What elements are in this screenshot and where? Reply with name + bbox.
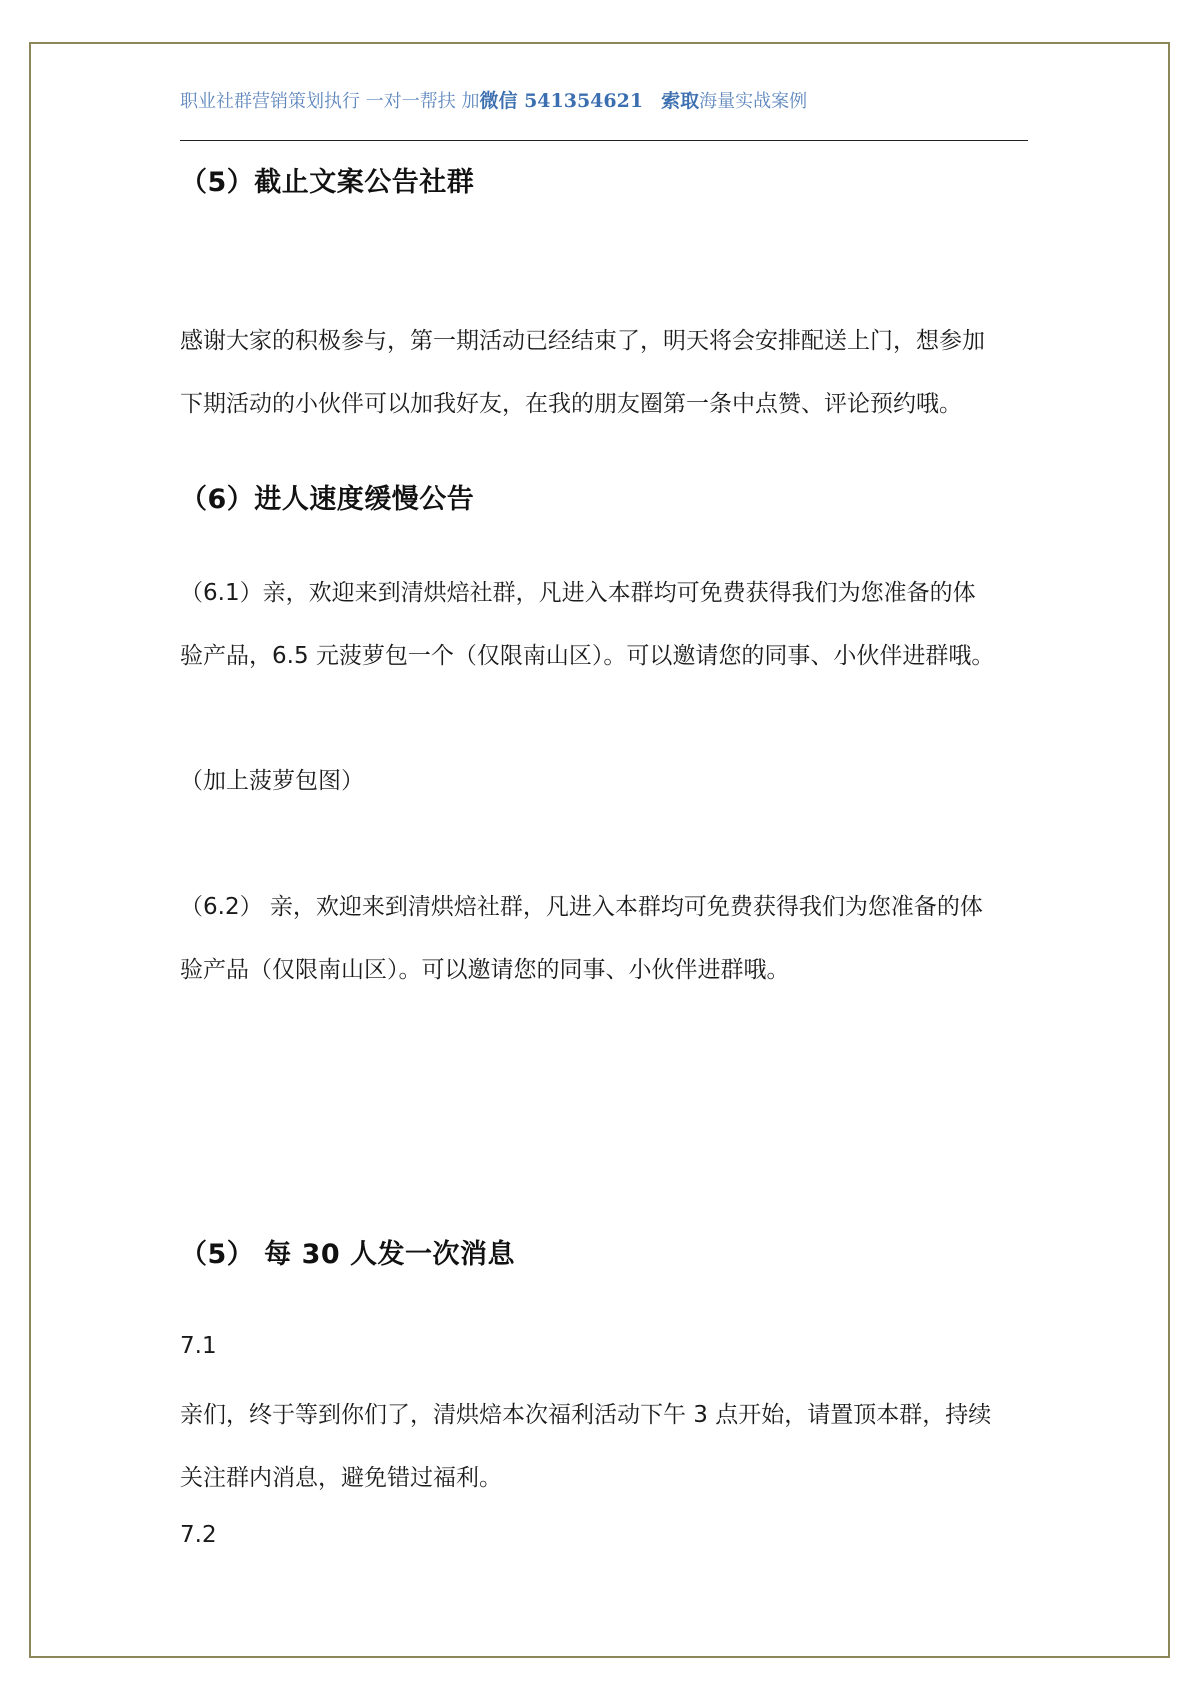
heading-section-5: （5）截止文案公告社群 <box>180 167 475 198</box>
paragraph-6-1-line-1: （6.1）亲，欢迎来到清烘焙社群，凡进入本群均可免费获得我们为您准备的体 <box>180 580 976 606</box>
item-7-1-label: 7.1 <box>180 1333 217 1359</box>
header-wechat-id: 微信 541354621 <box>479 90 644 112</box>
paragraph-5-line-2: 下期活动的小伙伴可以加我好友，在我的朋友圈第一条中点赞、评论预约哦。 <box>180 391 962 417</box>
image-placeholder-note: （加上菠萝包图） <box>180 768 364 794</box>
paragraph-6-2-line-1: （6.2） 亲，欢迎来到清烘焙社群，凡进入本群均可免费获得我们为您准备的体 <box>180 894 983 920</box>
paragraph-7-1-line-1: 亲们，终于等到你们了，清烘焙本次福利活动下午 3 点开始，请置顶本群，持续 <box>180 1402 992 1428</box>
paragraph-6-1-line-2: 验产品，6.5 元菠萝包一个（仅限南山区）。可以邀请您的同事、小伙伴进群哦。 <box>180 643 995 669</box>
header-request-label: 索取 <box>661 90 700 112</box>
item-7-2-label: 7.2 <box>180 1522 217 1548</box>
paragraph-6-2-line-2: 验产品（仅限南山区）。可以邀请您的同事、小伙伴进群哦。 <box>180 957 790 983</box>
heading-section-6: （6）进人速度缓慢公告 <box>180 484 475 515</box>
paragraph-5-line-1: 感谢大家的积极参与，第一期活动已经结束了，明天将会安排配送上门，想参加 <box>180 328 985 354</box>
heading-section-7: （5） 每 30 人发一次消息 <box>180 1239 516 1270</box>
header-text-intro: 职业社群营销策划执行 一对一帮扶 加 <box>180 91 480 112</box>
paragraph-7-1-line-2: 关注群内消息，避免错过福利。 <box>180 1465 502 1491</box>
header-text-cases: 海量实战案例 <box>699 91 808 112</box>
page-header <box>180 86 1030 113</box>
header-divider <box>180 140 1028 141</box>
